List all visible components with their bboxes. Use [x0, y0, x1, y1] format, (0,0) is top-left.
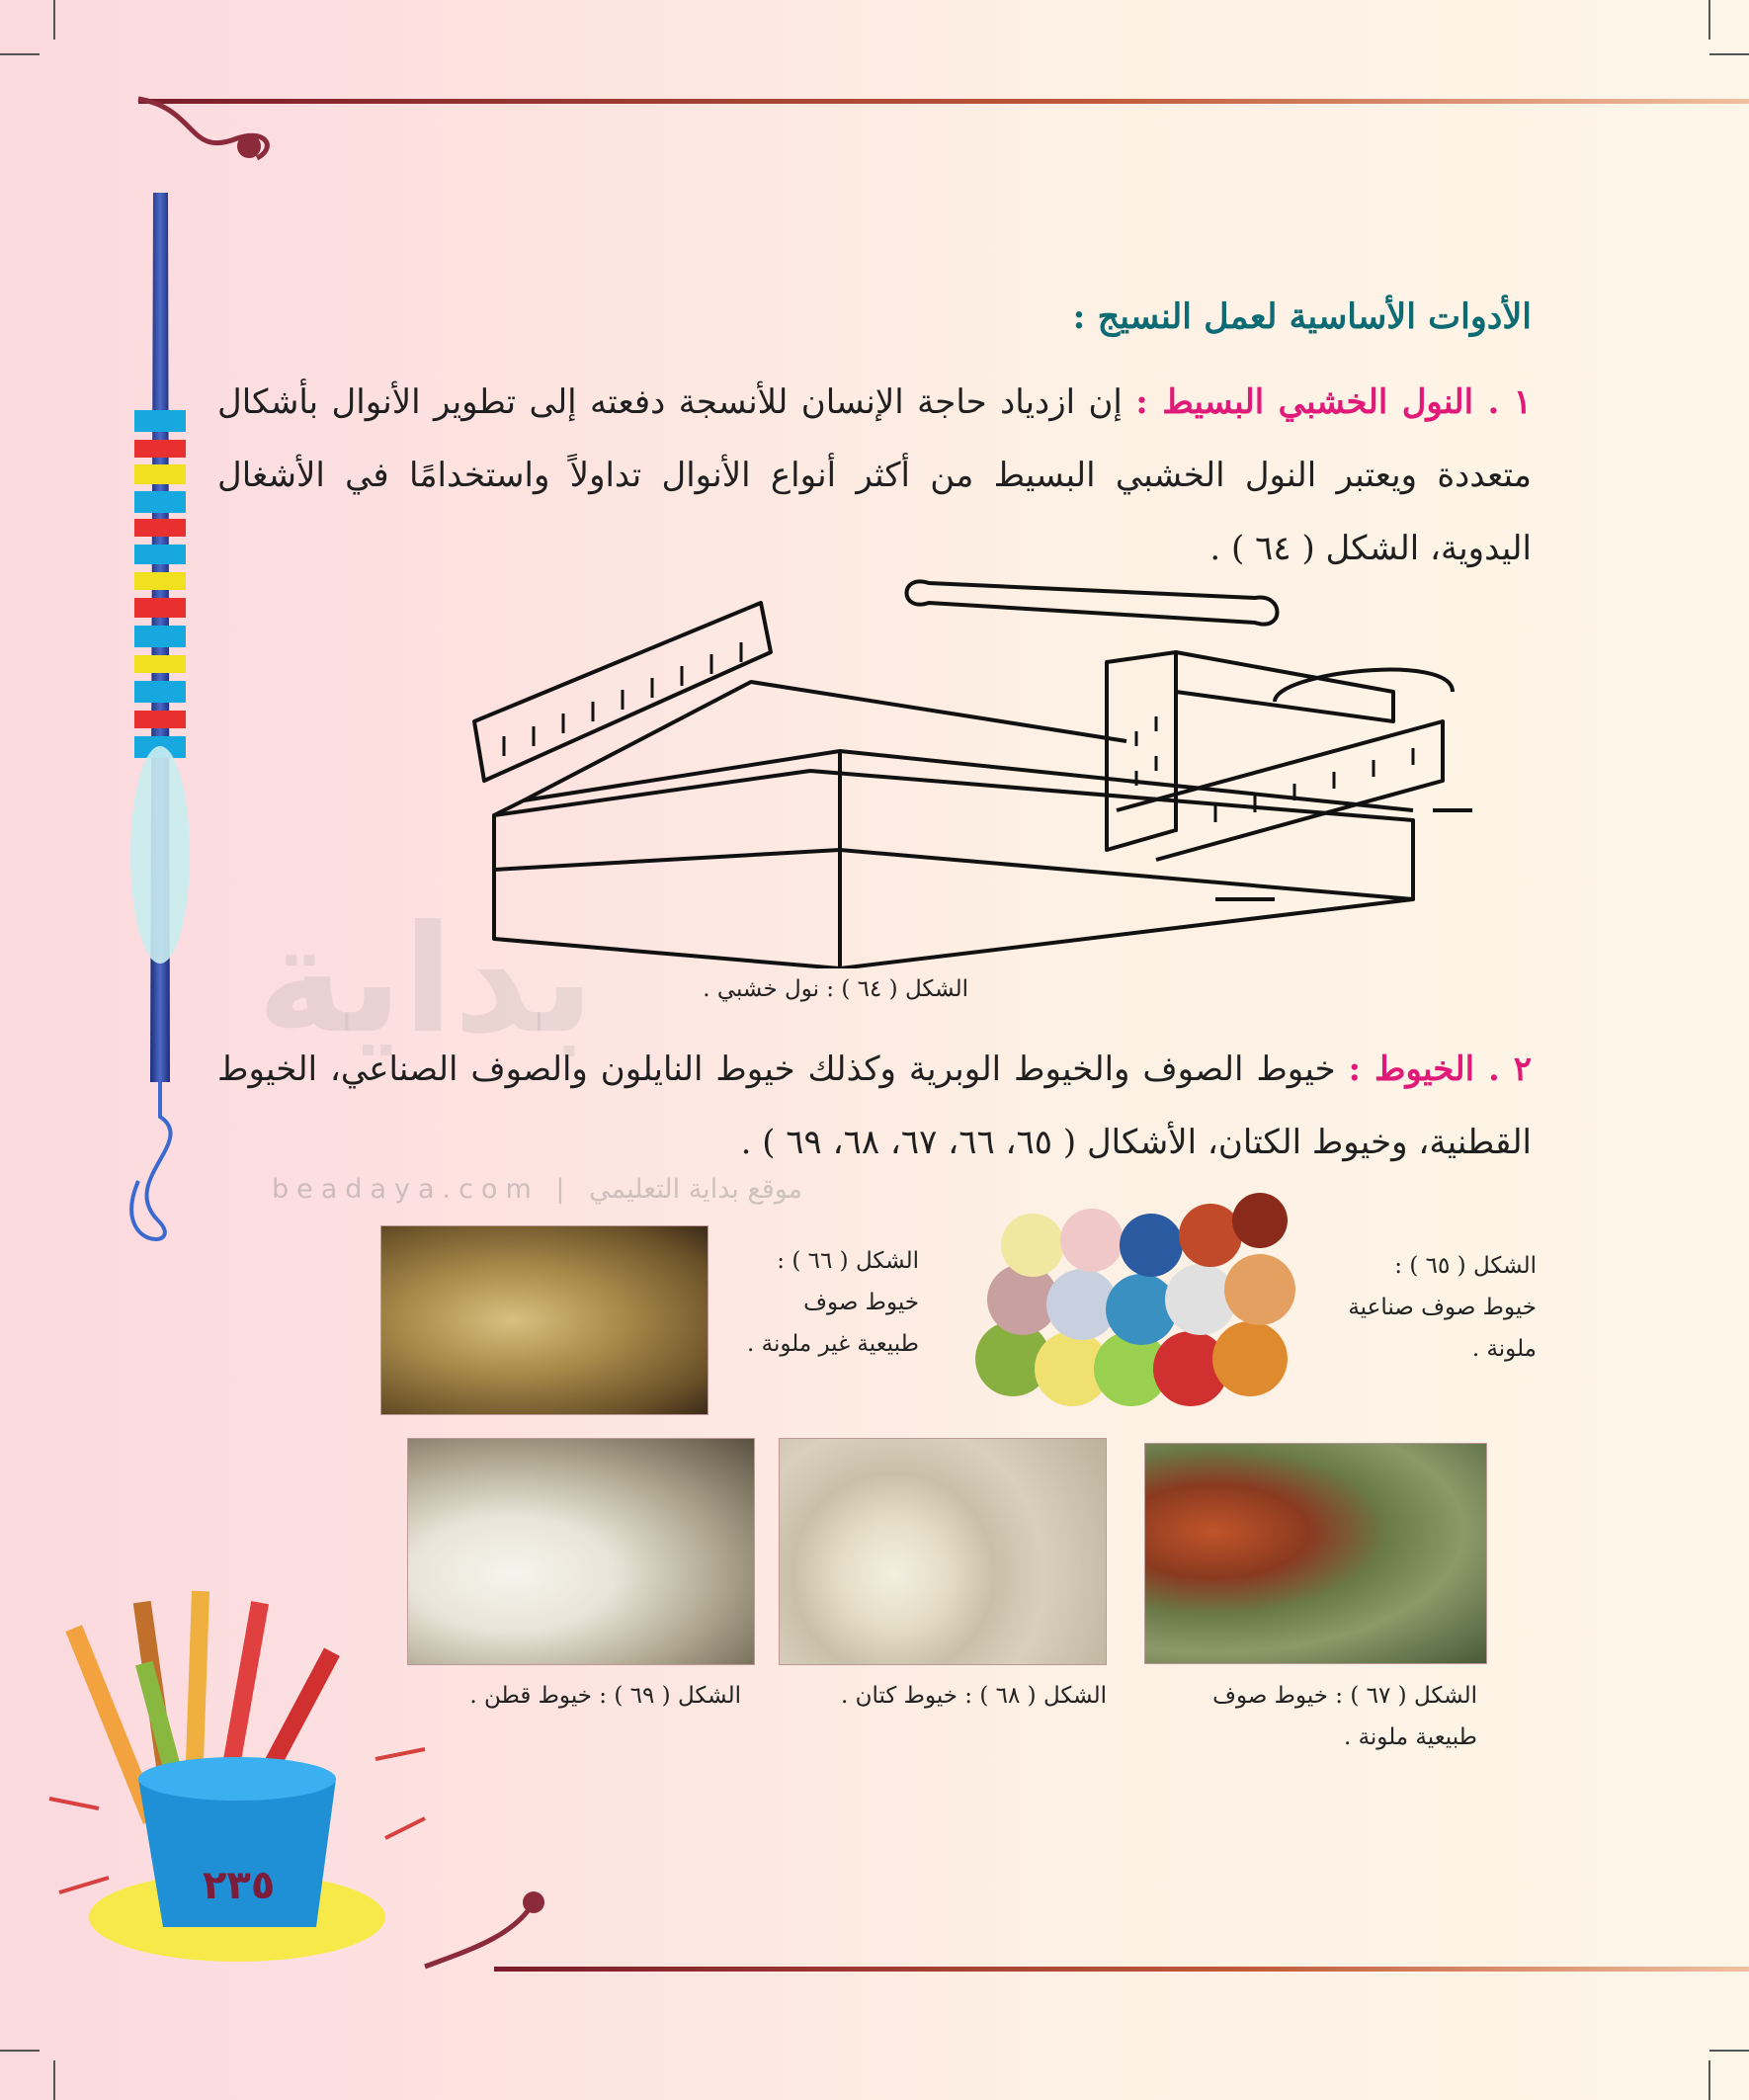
figure-65-caption-line2: خيوط صوف صناعية — [1348, 1295, 1537, 1320]
section-heading: الأدوات الأساسية لعمل النسيج : — [1072, 296, 1532, 337]
figure-67-caption-line1: الشكل ( ٦٧ ) : خيوط صوف — [1212, 1683, 1477, 1709]
figure-66-caption-line3: طبيعية غير ملونة . — [746, 1331, 919, 1357]
figure-66-caption-line2: خيوط صوف — [803, 1290, 919, 1315]
watermark: بداية — [257, 894, 595, 1066]
page-number: ٢٣٥ — [203, 1863, 276, 1908]
paragraph-loom — [217, 366, 1532, 585]
paragraph-loom-text: إن ازدياد حاجة الإنسان للأنسجة دفعته إلى تطوير الأنوال بأشكال متعددة ويعتبر النول الخشبي البسيط من أكثر أنواع الأنوال تداولاً واستخدامًا في الأشغال اليدوية، الشكل ( ٦٤ ) . — [217, 382, 1532, 568]
figure-69-caption: الشكل ( ٦٩ ) : خيوط قطن . — [469, 1683, 741, 1709]
figure-68-caption: الشكل ( ٦٨ ) : خيوط كتان . — [840, 1683, 1107, 1709]
figure-66-caption-line1: الشكل ( ٦٦ ) : — [777, 1248, 919, 1274]
figure-65-caption-line3: ملونة . — [1471, 1336, 1537, 1362]
figure-65-photo — [954, 1191, 1309, 1418]
figure-69-photo — [407, 1438, 755, 1665]
figure-65-caption-line1: الشكل ( ٦٥ ) : — [1394, 1253, 1537, 1279]
figure-66-photo — [380, 1225, 708, 1415]
paragraph-loom-lead: ١ . النول الخشبي البسيط : — [1135, 382, 1533, 422]
figure-64-caption: الشكل ( ٦٤ ) : نول خشبي . — [703, 976, 968, 1002]
figure-66-caption — [711, 1240, 919, 1365]
figure-67-photo — [1144, 1443, 1487, 1664]
paragraph-threads — [217, 1033, 1532, 1179]
figure-67-caption — [1151, 1675, 1477, 1758]
figure-68-photo — [779, 1438, 1107, 1665]
paragraph-threads-lead: ٢ . الخيوط : — [1348, 1050, 1532, 1089]
weaving-needle-illustration — [99, 193, 217, 1260]
paragraph-threads-text: خيوط الصوف والخيوط الوبرية وكذلك خيوط النايلون والصوف الصناعي، الخيوط القطنية، وخيوط الكتان، الأشكال ( ٦٥، ٦٦، ٦٧، ٦٨، ٦٩ ) . — [217, 1050, 1532, 1162]
figure-67-caption-line2: طبيعية ملونة . — [1343, 1724, 1477, 1750]
figure-65-caption — [1309, 1245, 1537, 1370]
wooden-loom-drawing — [464, 573, 1472, 968]
watermark-subtitle: beadaya.com | موقع بداية التعليمي — [272, 1174, 803, 1205]
